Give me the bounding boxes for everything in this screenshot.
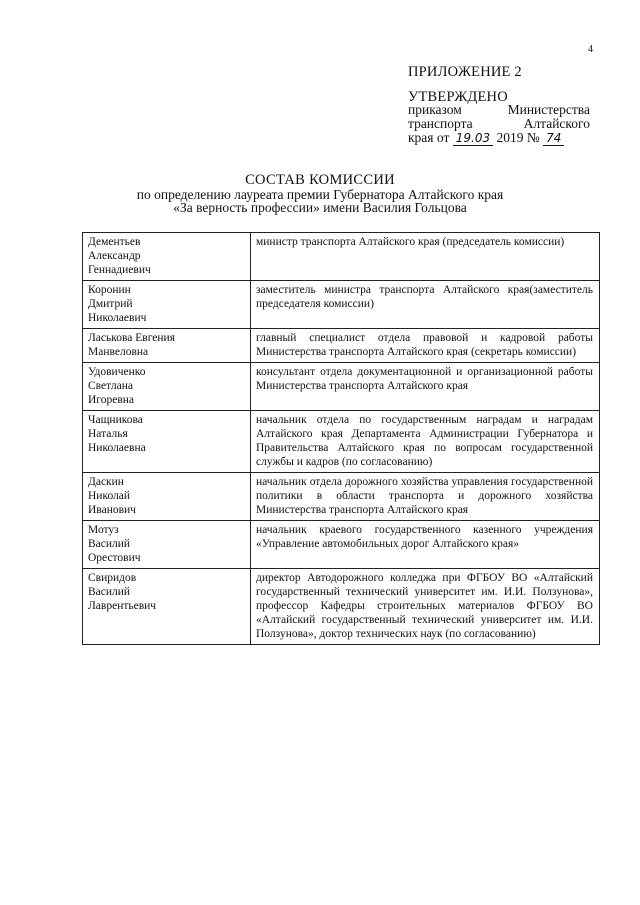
name-line: Дементьев: [88, 236, 141, 248]
commission-members-table: [82, 232, 600, 645]
name-line: Иванович: [88, 504, 136, 516]
name-line: Коронин: [88, 284, 131, 296]
order-word: Министерства: [507, 102, 590, 117]
name-line: Свиридов: [88, 572, 137, 584]
member-role: начальник отдела дорожного хозяйства управления государственной политики в области транспорта и дорожного хозяйства Министерства транспорта Алтайского края: [251, 473, 600, 521]
table-row: [83, 473, 600, 521]
document-title: СОСТАВ КОМИССИИ: [245, 172, 395, 188]
name-line: Дмитрий: [88, 298, 133, 310]
name-line: Геннадиевич: [88, 264, 151, 276]
table-row: [83, 521, 600, 569]
order-line-2: [408, 117, 590, 131]
name-line: Василий: [88, 586, 131, 598]
name-line: Лаврентьевич: [88, 600, 157, 612]
order-line-3: [408, 131, 590, 146]
order-number-handwritten: 74: [543, 131, 564, 146]
name-line: Манвеловна: [88, 346, 149, 358]
name-line: Ласькова Евгения: [88, 332, 175, 344]
member-name: [83, 281, 251, 329]
member-name: [83, 473, 251, 521]
table-row: [83, 329, 600, 363]
document-subtitle: [0, 188, 640, 214]
name-line: Николаевна: [88, 442, 146, 454]
appendix-heading: ПРИЛОЖЕНИЕ 2: [408, 64, 522, 80]
order-year: 2019 №: [496, 130, 540, 145]
order-word: Алтайского: [523, 116, 590, 131]
name-line: Мотуз: [88, 524, 119, 536]
page-number: 4: [588, 44, 593, 55]
name-line: Василий: [88, 538, 131, 550]
name-line: Александр: [88, 250, 141, 262]
subtitle-line: по определению лауреата премии Губернатора Алтайского края: [136, 187, 504, 202]
order-date-prefix: края от: [408, 130, 450, 145]
order-word: транспорта: [408, 116, 473, 131]
member-role: директор Автодорожного колледжа при ФГБОУ ВО «Алтайский государственный технический университет им. И.И. Ползунова», профессор Кафедры строительных материалов ФГБОУ ВО «Алтайский государственный технический университет им. И.И. Ползунова», доктор технических наук (по согласованию): [251, 569, 600, 645]
name-line: Светлана: [88, 380, 133, 392]
member-role: министр транспорта Алтайского края (председатель комиссии): [251, 233, 600, 281]
table-row: [83, 363, 600, 411]
member-role: начальник отдела по государственным наградам и наградам Алтайского края Департамента Администрации Губернатора и Правительства Алтайского края по вопросам государственной службы и кадров (по согласованию): [251, 411, 600, 473]
table-row: [83, 281, 600, 329]
member-role: главный специалист отдела правовой и кадровой работы Министерства транспорта Алтайского края (секретарь комиссии): [251, 329, 600, 363]
member-name: [83, 329, 251, 363]
member-name: [83, 569, 251, 645]
name-line: Орестович: [88, 552, 141, 564]
table-row: [83, 569, 600, 645]
table-row: [83, 411, 600, 473]
order-word: приказом: [408, 102, 462, 117]
name-line: Николаевич: [88, 312, 147, 324]
member-name: [83, 521, 251, 569]
member-name: [83, 363, 251, 411]
approved-heading: УТВЕРЖДЕНО: [408, 89, 508, 105]
name-line: Игоревна: [88, 394, 135, 406]
member-name: [83, 233, 251, 281]
order-line-1: [408, 103, 590, 117]
name-line: Удовиченко: [88, 366, 146, 378]
order-date-handwritten: 19.03: [453, 131, 493, 146]
table-row: [83, 233, 600, 281]
name-line: Наталья: [88, 428, 128, 440]
approval-order: [408, 103, 590, 146]
subtitle-line: «За верность профессии» имени Василия Гольцова: [173, 200, 467, 215]
name-line: Чащникова: [88, 414, 143, 426]
member-role: консультант отдела документационной и организационной работы Министерства транспорта Алтайского края: [251, 363, 600, 411]
name-line: Даскин: [88, 476, 124, 488]
member-name: [83, 411, 251, 473]
member-role: начальник краевого государственного казенного учреждения «Управление автомобильных дорог Алтайского края»: [251, 521, 600, 569]
name-line: Николай: [88, 490, 131, 502]
member-role: заместитель министра транспорта Алтайского края(заместитель председателя комиссии): [251, 281, 600, 329]
